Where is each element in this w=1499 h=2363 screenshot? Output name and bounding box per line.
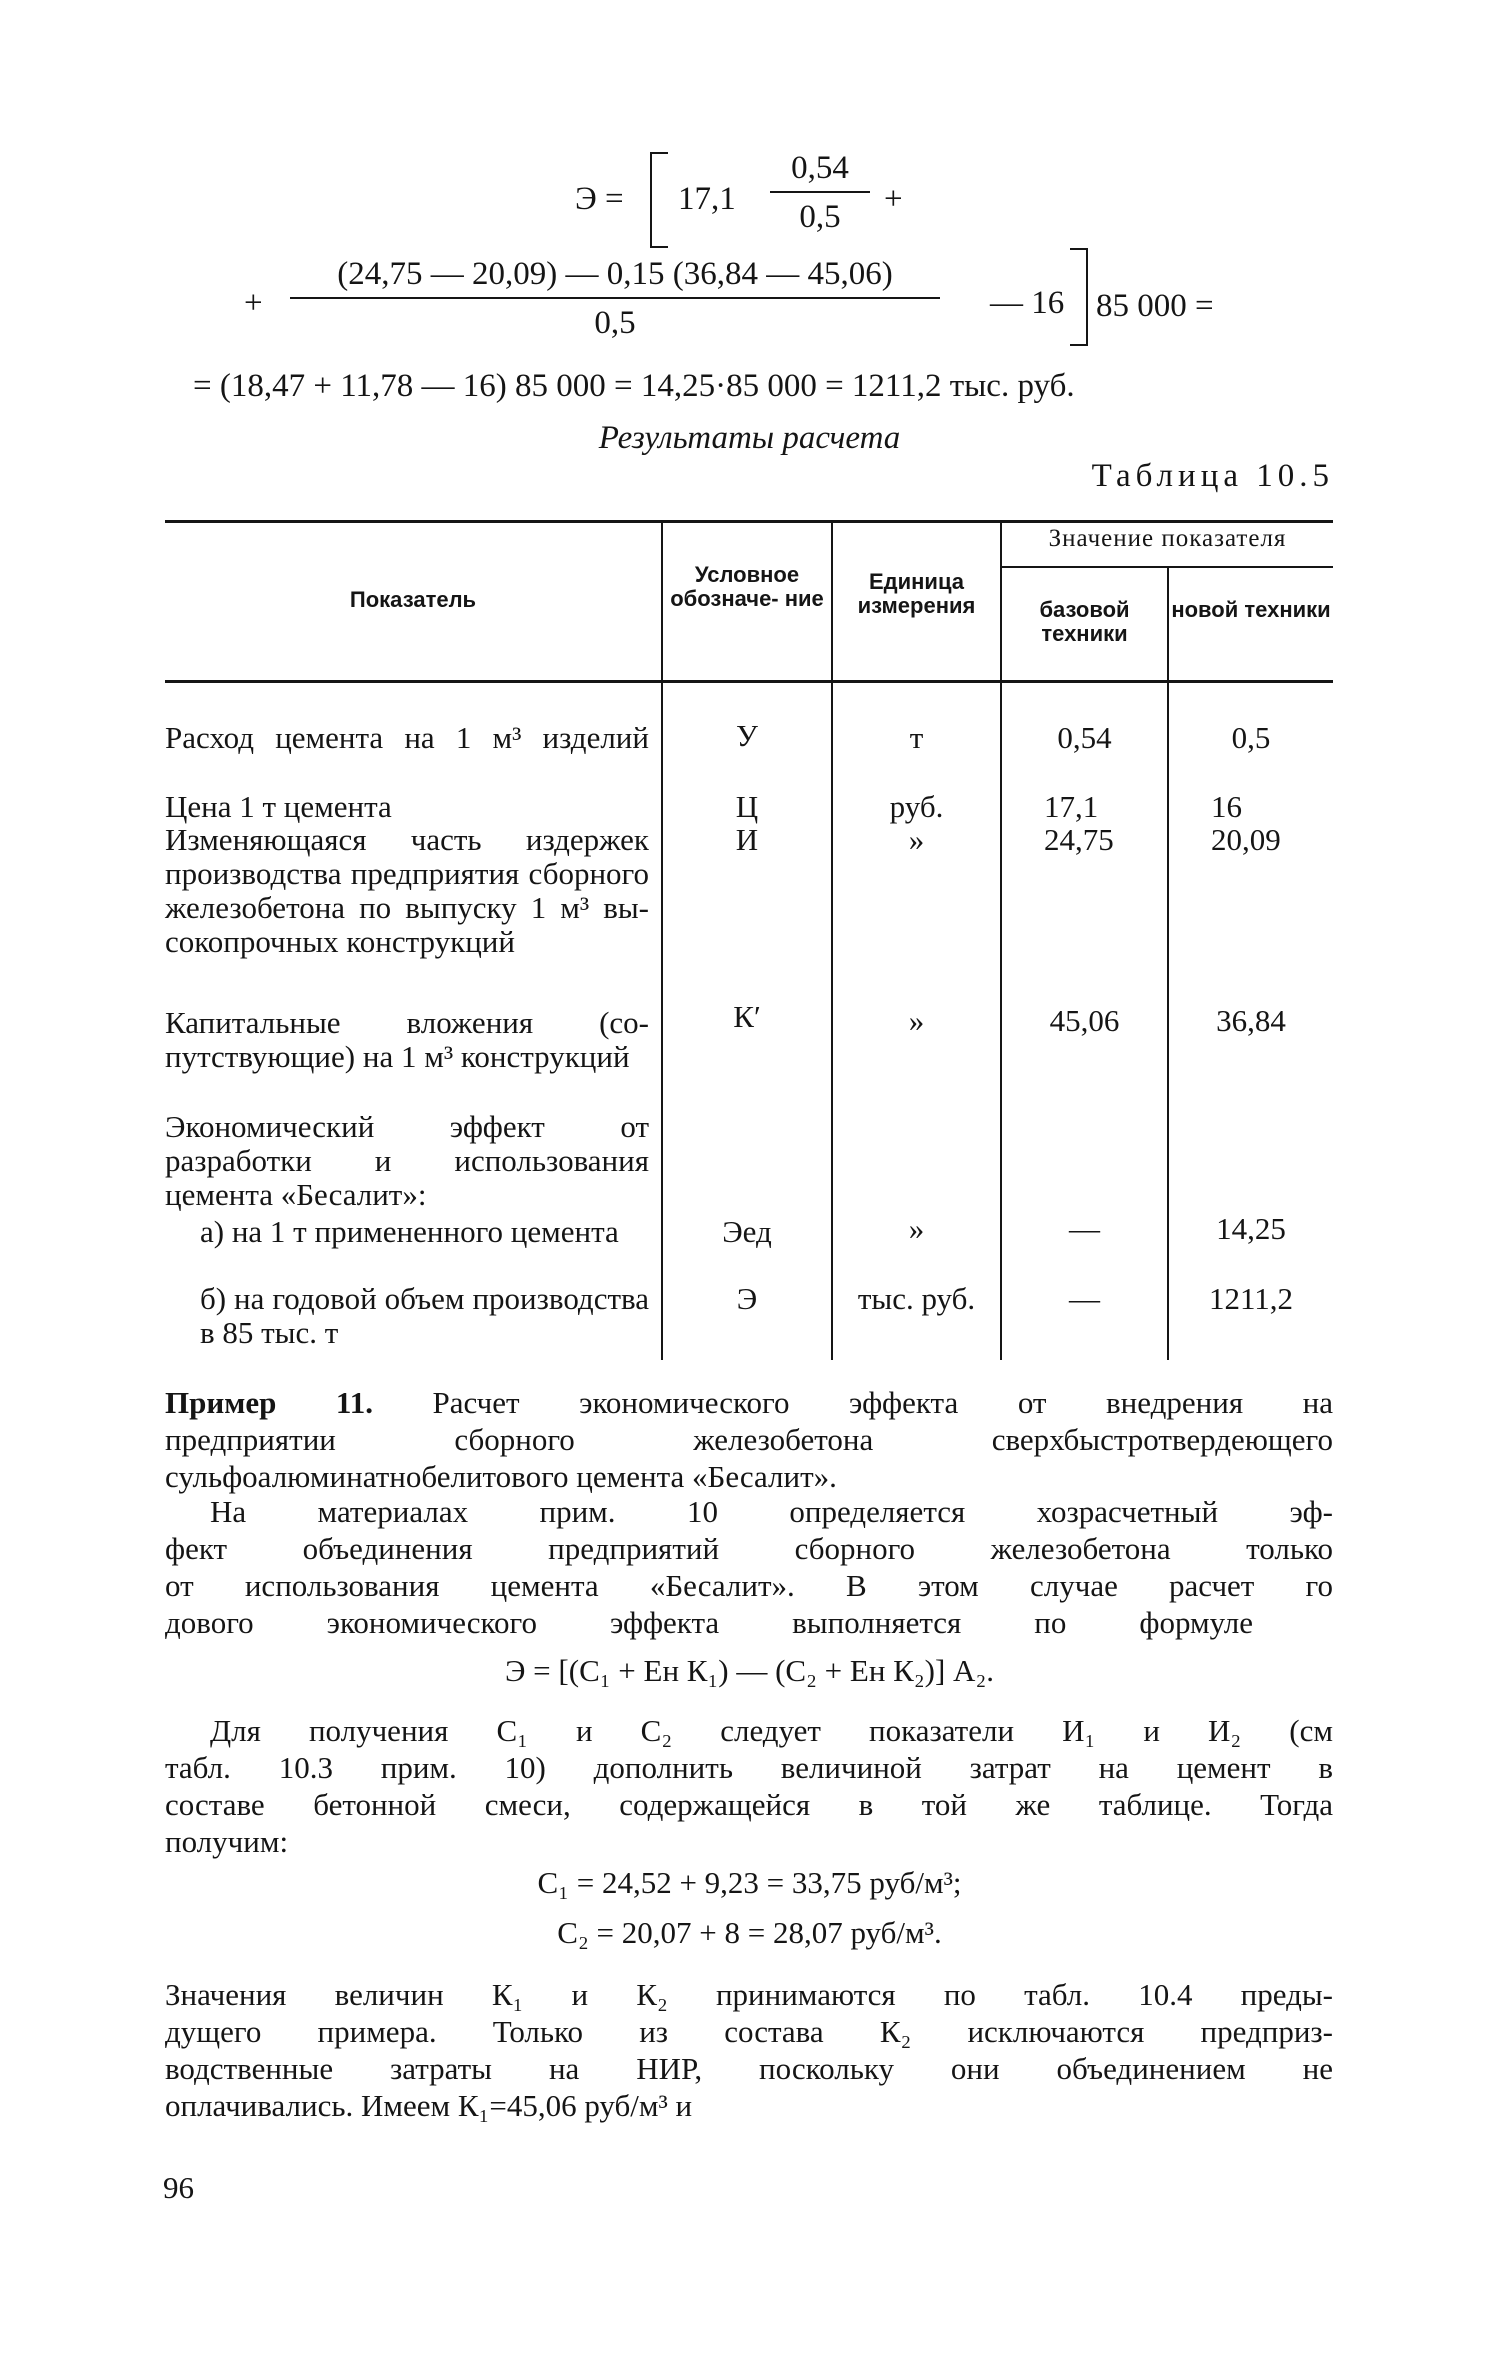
row-1-new: 0,5 bbox=[1231, 720, 1271, 755]
header-new: новой техники bbox=[1171, 597, 1331, 622]
para2-line-2: фект объединения предприятий сборного железобетона только bbox=[165, 1531, 1333, 1566]
formula-c2: С₂ = 20,07 + 8 = 28,07 руб/м³. bbox=[557, 1915, 942, 1950]
table-top-rule bbox=[165, 520, 1333, 523]
example-line-1-text: Расчет экономического эффекта от внедрения на bbox=[432, 1385, 1334, 1420]
row-5-indicator: Экономический эффект от разработки и использования цемента «Бесалит»: bbox=[165, 1109, 649, 1212]
header-indicator: Показатель bbox=[349, 587, 477, 612]
para4-line-3: водственные затраты на НИР, поскольку они объединением не bbox=[165, 2051, 1333, 2086]
row-4-base: 45,06 bbox=[1049, 1003, 1120, 1038]
formula-first-coef: 17,1 bbox=[678, 181, 736, 217]
formula-lhs: Э = bbox=[575, 181, 624, 217]
row-7-symbol: Э bbox=[736, 1281, 758, 1316]
header-base: базовой техники bbox=[1039, 597, 1130, 646]
row-1-symbol: У bbox=[736, 718, 758, 753]
fraction-2-numerator: (24,75 — 20,09) — 0,15 (36,84 — 45,06) bbox=[290, 258, 940, 299]
row-3-symbol: И bbox=[735, 822, 759, 857]
header-value-group: Значение показателя bbox=[1048, 525, 1287, 552]
row-7-indicator: б) на годовой объем производства в 85 тыс. т bbox=[200, 1281, 649, 1350]
row-2-indicator: Цена 1 т цемента bbox=[165, 789, 392, 824]
formula-result-line: = (18,47 + 11,78 — 16) 85 000 = 14,25·85 000 = 1211,2 тыс. руб. bbox=[193, 368, 1075, 404]
row-3-new: 20,09 bbox=[1211, 822, 1281, 857]
header-symbol: Условное обозначе- ние bbox=[670, 562, 824, 611]
table-number: Таблица 10.5 bbox=[1091, 458, 1334, 494]
row-1-base: 0,54 bbox=[1057, 720, 1112, 755]
row-1-unit: т bbox=[909, 720, 924, 755]
formula-minus-term: — 16 bbox=[990, 285, 1065, 321]
example-paragraph-2 bbox=[165, 1493, 1333, 1641]
table-caption: Результаты расчета bbox=[598, 420, 901, 456]
formula-plus-before: + bbox=[244, 285, 263, 321]
row-6-new: 14,25 bbox=[1216, 1211, 1286, 1246]
formula-multiplier: 85 000 = bbox=[1096, 288, 1214, 324]
fraction-2-denominator: 0,5 bbox=[594, 305, 636, 341]
row-2-base: 17,1 bbox=[1044, 789, 1099, 824]
formula-c1: С₁ = 24,52 + 9,23 = 33,75 руб/м³; bbox=[537, 1865, 962, 1900]
row-6-base: — bbox=[1069, 1211, 1100, 1246]
row-3-unit: » bbox=[908, 822, 925, 857]
formula-fraction-1 bbox=[770, 152, 870, 234]
fraction-1-numerator: 0,54 bbox=[770, 152, 870, 193]
row-7-unit: тыс. руб. bbox=[857, 1281, 976, 1316]
para2-line-3: от использования цемента «Бесалит». В этом случае расчет го bbox=[165, 1568, 1333, 1603]
row-3-base: 24,75 bbox=[1044, 822, 1114, 857]
para4-line-4: оплачивались. Имеем К₁=45,06 руб/м³ и bbox=[165, 2088, 693, 2123]
row-4-unit: » bbox=[908, 1003, 925, 1038]
row-6-symbol: Эед bbox=[722, 1214, 772, 1249]
table-header-rule bbox=[165, 680, 1333, 683]
para4-line-2: дущего примера. Только из состава К₂ исключаются предприз- bbox=[165, 2014, 1333, 2049]
row-3-indicator: Изменяющаяся часть издержек производства предприятия сборного железобетона по выпуску 1 м³ высокопрочных конструкций bbox=[165, 822, 649, 959]
example-paragraph-4 bbox=[165, 1976, 1333, 2124]
formula-fraction-2 bbox=[290, 258, 940, 340]
formula-plus-after: + bbox=[884, 181, 903, 217]
row-4-new: 36,84 bbox=[1216, 1003, 1286, 1038]
row-2-symbol: Ц bbox=[735, 789, 759, 824]
example-line-1 bbox=[165, 1384, 1333, 1421]
row-4-symbol: К′ bbox=[733, 999, 761, 1034]
formula-right-bracket bbox=[1070, 248, 1088, 346]
example-title: Пример 11. bbox=[165, 1385, 373, 1420]
example-line-2: предприятии сборного железобетона сверхбыстротвердеющего bbox=[165, 1422, 1333, 1457]
row-1-indicator: Расход цемента на 1 м³ изделий bbox=[165, 720, 649, 755]
example-paragraph-1 bbox=[165, 1384, 1333, 1495]
row-4-indicator: Капитальные вложения (сопутствующие) на 1 м³ конструкций bbox=[165, 1005, 649, 1074]
row-7-new: 1211,2 bbox=[1208, 1281, 1294, 1316]
main-formula: Э = [(С₁ + Ен К₁) — (С₂ + Ен К₂)] А₂. bbox=[504, 1653, 995, 1688]
example-line-3: сульфоалюминатнобелитового цемента «Бесалит». bbox=[165, 1459, 837, 1494]
para2-line-1: На материалах прим. 10 определяется хозрасчетный эф- bbox=[210, 1494, 1333, 1529]
para4-line-1: Значения величин К₁ и К₂ принимаются по табл. 10.4 преды- bbox=[165, 1977, 1333, 2012]
para2-line-4: дового экономического эффекта выполняется по формуле bbox=[165, 1605, 1253, 1640]
para3-line-1: Для получения С₁ и С₂ следует показатели И₁ и И₂ (см bbox=[210, 1713, 1333, 1748]
fraction-1-denominator: 0,5 bbox=[799, 199, 841, 235]
para3-line-2: табл. 10.3 прим. 10) дополнить величиной затрат на цемент в bbox=[165, 1750, 1333, 1785]
row-7-base: — bbox=[1069, 1281, 1100, 1316]
row-6-indicator: а) на 1 т примененного цемента bbox=[200, 1214, 619, 1249]
row-2-new: 16 bbox=[1211, 789, 1242, 824]
row-6-unit: » bbox=[908, 1211, 925, 1246]
example-paragraph-3 bbox=[165, 1712, 1333, 1860]
formula-left-bracket bbox=[650, 152, 668, 248]
header-unit: Единица измерения bbox=[857, 569, 976, 618]
page-number: 96 bbox=[163, 2170, 194, 2205]
para3-line-4: получим: bbox=[165, 1824, 289, 1859]
para3-line-3: составе бетонной смеси, содержащейся в той же таблице. Тогда bbox=[165, 1787, 1333, 1822]
row-2-unit: руб. bbox=[889, 789, 944, 824]
